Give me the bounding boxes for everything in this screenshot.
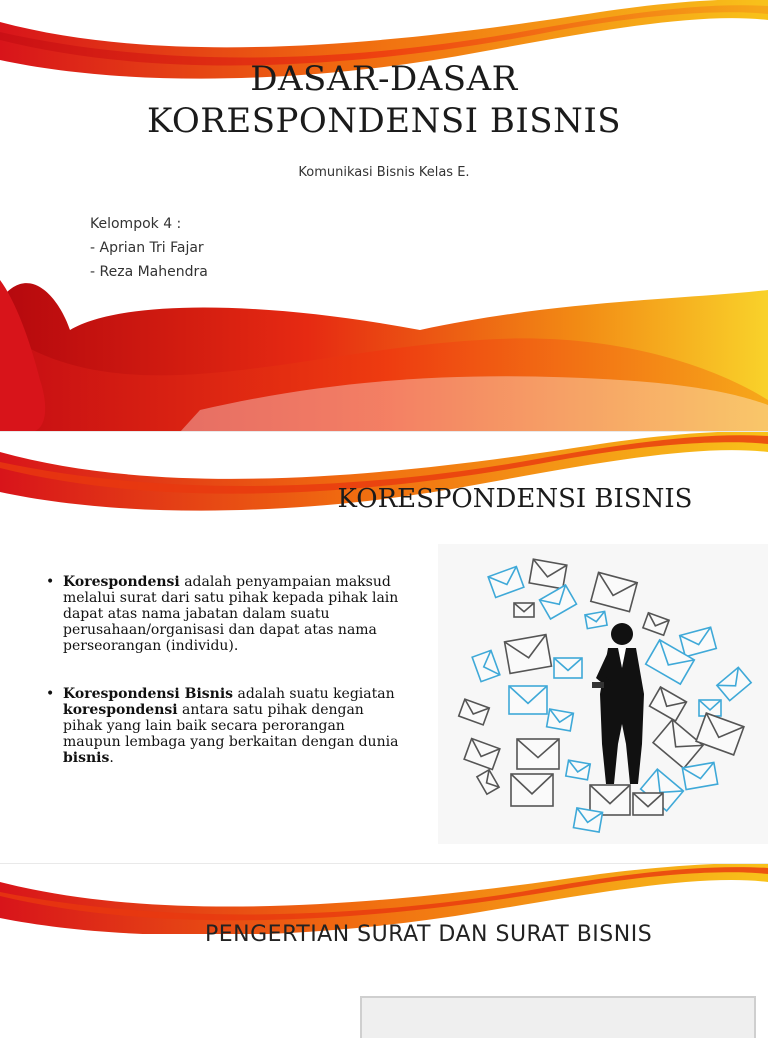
envelope-icon <box>472 650 500 681</box>
envelope-icon <box>514 603 534 617</box>
group-info <box>90 212 208 284</box>
title-line-1: DASAR-DASAR <box>250 59 518 99</box>
envelope-icon <box>682 762 717 789</box>
envelope-icon <box>464 739 500 770</box>
businessman-silhouette <box>592 623 644 784</box>
envelope-icon <box>509 686 547 714</box>
envelopes-illustration <box>438 544 768 844</box>
term: Korespondensi Bisnis <box>63 686 234 702</box>
term: Korespondensi <box>63 574 180 590</box>
slide-3-title: PENGERTIAN SURAT DAN SURAT BISNIS <box>205 922 653 947</box>
subtitle: Komunikasi Bisnis Kelas E. <box>298 165 470 180</box>
definition-part: adalah suatu kegiatan <box>233 686 395 702</box>
list-item <box>46 574 406 654</box>
envelopes-svg <box>438 544 768 844</box>
member-1: - Aprian Tri Fajar <box>90 240 204 256</box>
page-title <box>0 58 768 142</box>
title-line-2: KORESPONDENSI BISNIS <box>146 101 622 141</box>
envelope-icon <box>696 713 744 755</box>
list-item <box>46 686 406 766</box>
envelope-icon <box>585 611 607 628</box>
envelope-icon <box>717 667 751 700</box>
envelope-icon <box>653 720 703 769</box>
slide-title <box>0 0 768 432</box>
envelope-icon <box>547 709 574 731</box>
bullet-dot: • <box>46 574 55 590</box>
envelope-icon <box>680 627 717 657</box>
envelope-icon <box>459 699 490 725</box>
envelope-icon <box>643 613 669 636</box>
envelope-icon <box>529 559 567 589</box>
member-2: - Reza Mahendra <box>90 264 208 280</box>
slide-2-title: KORESPONDENSI BISNIS <box>337 484 693 514</box>
envelope-icon <box>554 658 582 678</box>
definition: adalah penyampaian maksud melalui surat dari satu pihak kepada pihak lain dapat atas nama jabatan dalam suatu perusahaan/organisasi dan dapat atas nama perseorangan (individu). <box>63 574 399 654</box>
envelope-icon <box>566 760 590 780</box>
envelope-icon <box>505 635 552 674</box>
envelope-icon <box>633 793 663 815</box>
bullet-dot: • <box>46 686 55 702</box>
group-label: Kelompok 4 : <box>90 216 182 232</box>
definition-part: . <box>109 750 114 766</box>
partial-image <box>360 996 756 1038</box>
envelope-icon <box>591 572 637 611</box>
definition-part: antara satu pihak dengan pihak yang lain baik secara perorangan maupun lembaga yang berkaitan dengan dunia <box>63 702 399 750</box>
envelope-icon <box>650 687 687 721</box>
term: korespondensi <box>63 702 178 718</box>
envelope-icon <box>488 567 524 598</box>
term: bisnis <box>63 750 110 766</box>
envelope-icon <box>511 774 553 806</box>
envelope-icon <box>517 739 559 769</box>
bullet-list <box>46 574 406 798</box>
envelope-icon <box>573 808 602 832</box>
envelope-icon <box>540 585 577 619</box>
envelope-icon <box>477 770 499 794</box>
